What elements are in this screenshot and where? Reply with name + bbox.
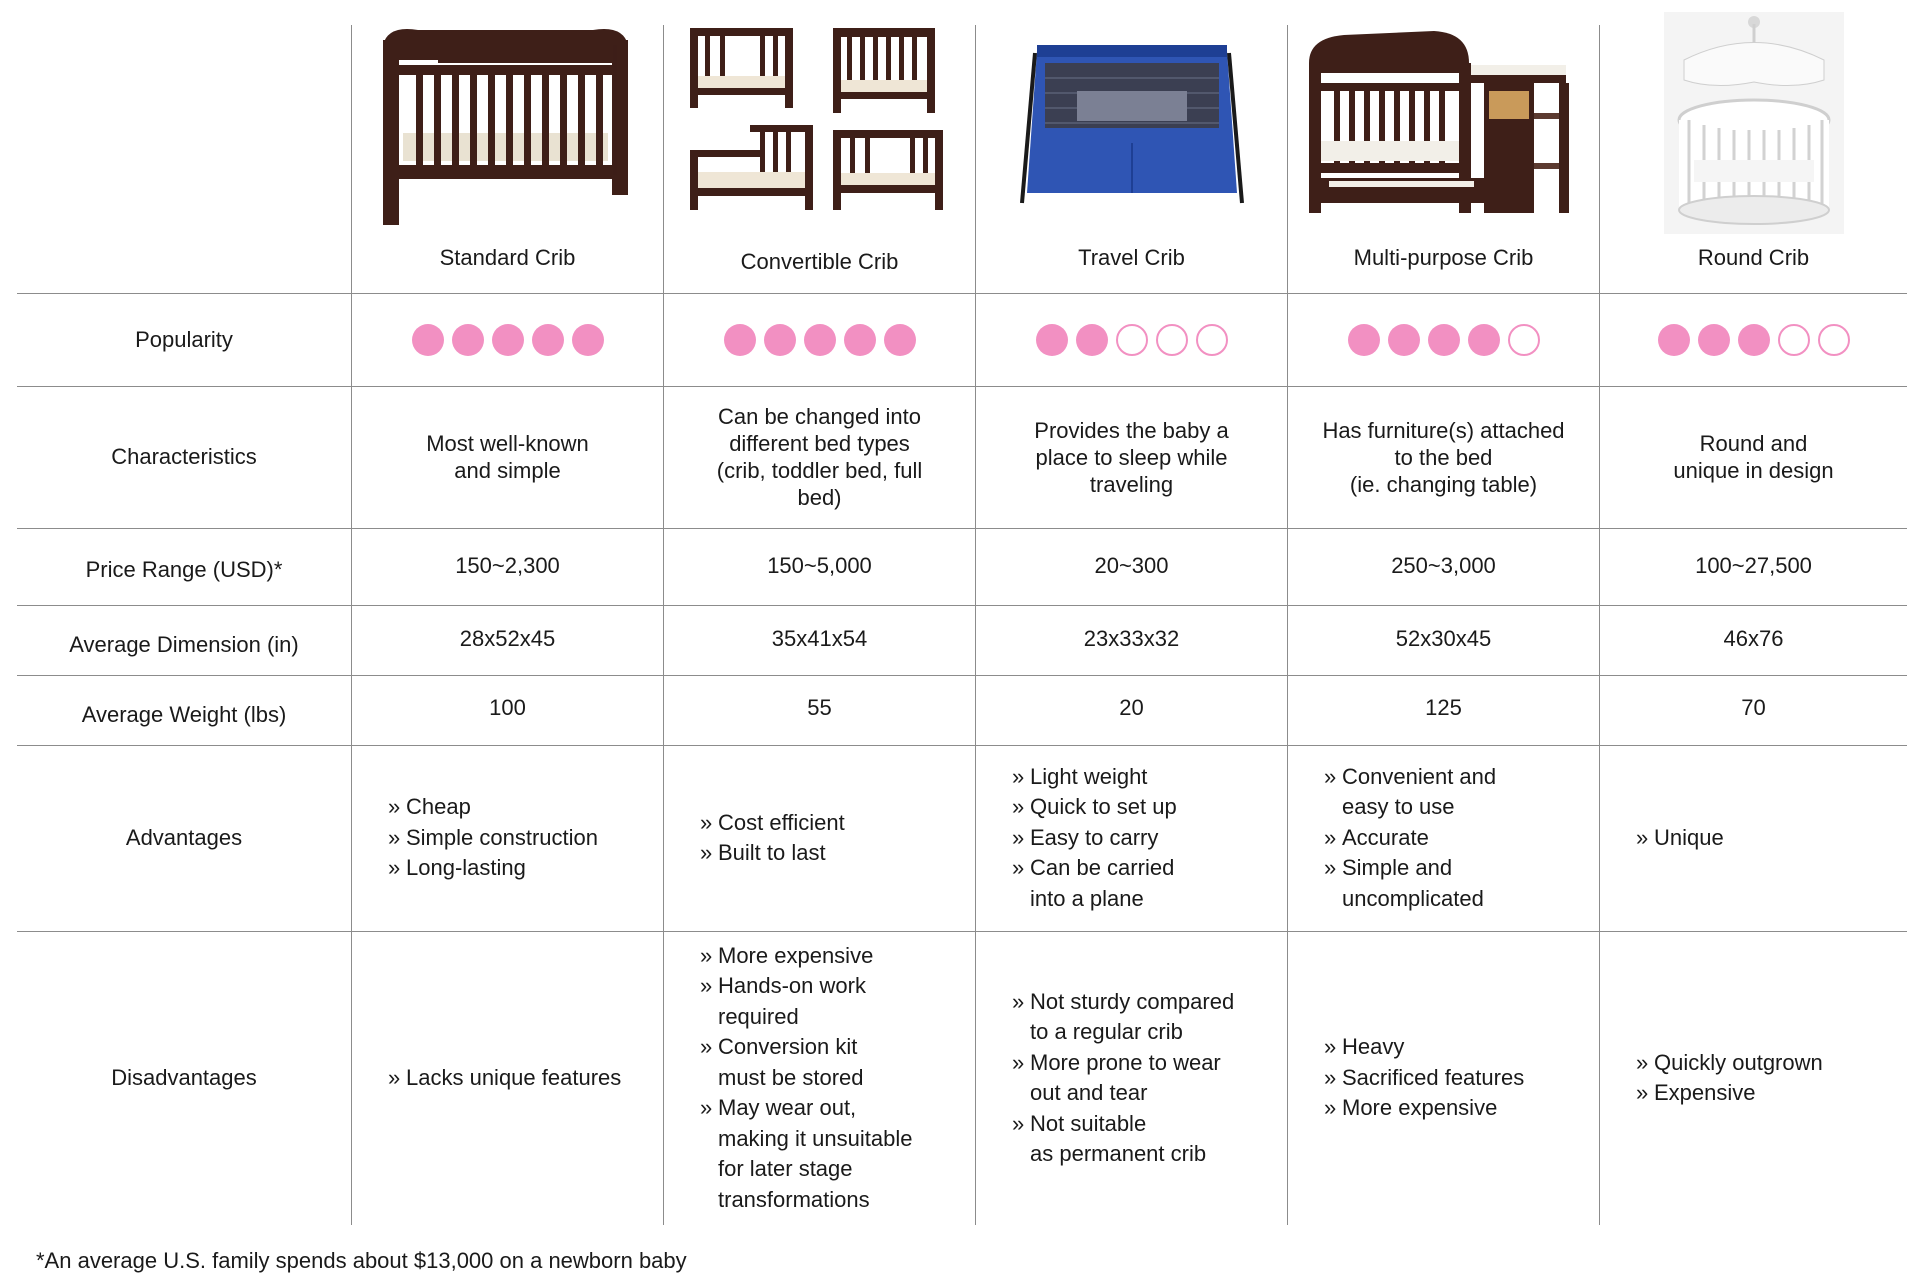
rating-dot-filled [764, 324, 796, 356]
row-label-popularity: Popularity [135, 326, 233, 352]
row-label-price: Price Range (USD)* [85, 557, 283, 582]
disadvantage-item: » May wear out, making it unsuitable for later stage transformations [700, 1093, 912, 1215]
advantage-item: » Cheap [388, 792, 598, 823]
advantages-cell [664, 745, 975, 931]
rating-dot-filled [1738, 324, 1770, 356]
disadvantage-item: » Not suitable as permanent crib [1012, 1109, 1234, 1170]
rating-dot-empty [1156, 324, 1188, 356]
disadvantage-item: » Hands-on work required [700, 971, 912, 1032]
rating-dot-filled [1076, 324, 1108, 356]
advantage-item: » Simple construction [388, 823, 598, 854]
advantage-item: » Light weight [1012, 762, 1177, 793]
divider [17, 528, 1907, 529]
disadvantage-item: » Lacks unique features [388, 1063, 621, 1094]
product-name: Standard Crib [439, 245, 576, 270]
round-crib-photo [1600, 10, 1907, 235]
disadvantage-item: » More expensive [700, 941, 912, 972]
characteristics-text: Has furniture(s) attached to the bed (ie. changing table) [1322, 417, 1565, 497]
advantage-item: » Can be carried into a plane [1012, 853, 1177, 914]
characteristics-text: Can be changed into different bed types (crib, toddler bed, full bed) [716, 404, 923, 510]
rating-dot-empty [1778, 324, 1810, 356]
rating-dot-filled [492, 324, 524, 356]
rating-dot-filled [1658, 324, 1690, 356]
rating-dot-filled [1388, 324, 1420, 356]
popularity-rating [1600, 293, 1907, 386]
row-label-advantages: Advantages [125, 825, 243, 850]
rating-dot-filled [1698, 324, 1730, 356]
product-name: Round Crib [1697, 245, 1810, 270]
advantage-item: » Accurate [1324, 823, 1496, 854]
price-range: 100~27,500 [1695, 552, 1812, 578]
advantage-item: » Simple and uncomplicated [1324, 853, 1496, 914]
disadvantages-cell [1600, 931, 1907, 1225]
rating-dot-filled [1036, 324, 1068, 356]
rating-dot-filled [1348, 324, 1380, 356]
popularity-rating [1288, 293, 1599, 386]
product-name: Multi-purpose Crib [1353, 245, 1534, 270]
rating-dot-empty [1818, 324, 1850, 356]
standard-crib-photo [352, 10, 663, 235]
disadvantage-item: » Not sturdy compared to a regular crib [1012, 987, 1234, 1048]
advantages-cell [1600, 745, 1907, 931]
advantage-item: » Cost efficient [700, 808, 845, 839]
travel-crib-photo [976, 10, 1287, 235]
rating-dot-filled [1468, 324, 1500, 356]
average-weight: 125 [1425, 695, 1462, 720]
price-range: 150~2,300 [455, 552, 560, 578]
disadvantage-item: » Conversion kit must be stored [700, 1032, 912, 1093]
characteristics-text: Round and unique in design [1673, 431, 1834, 483]
price-range: 20~300 [1094, 552, 1169, 578]
rating-dot-filled [452, 324, 484, 356]
disadvantage-item: » More prone to wear out and tear [1012, 1048, 1234, 1109]
disadvantages-cell [1288, 931, 1599, 1225]
rating-dot-filled [572, 324, 604, 356]
advantage-item: » Quick to set up [1012, 792, 1177, 823]
rating-dot-filled [844, 324, 876, 356]
advantage-item: » Built to last [700, 838, 845, 869]
average-weight: 100 [489, 695, 526, 720]
rating-dot-empty [1196, 324, 1228, 356]
rating-dot-filled [412, 324, 444, 356]
rating-dot-empty [1508, 324, 1540, 356]
disadvantage-item: » Quickly outgrown [1636, 1048, 1823, 1079]
average-dimension: 52x30x45 [1395, 626, 1492, 651]
advantages-cell [352, 745, 663, 931]
advantages-cell [1288, 745, 1599, 931]
price-range: 250~3,000 [1391, 552, 1496, 578]
average-dimension: 46x76 [1723, 626, 1784, 651]
product-name: Convertible Crib [740, 249, 899, 274]
disadvantages-cell [976, 931, 1287, 1225]
average-dimension: 28x52x45 [459, 626, 556, 651]
advantage-item: » Unique [1636, 823, 1724, 854]
characteristics-text: Provides the baby a place to sleep while traveling [1034, 417, 1229, 497]
disadvantage-item: » More expensive [1324, 1093, 1524, 1124]
average-dimension: 35x41x54 [771, 626, 868, 651]
average-weight: 20 [1119, 695, 1144, 720]
popularity-rating [976, 293, 1287, 386]
rating-dot-empty [1116, 324, 1148, 356]
disadvantages-cell [664, 931, 975, 1225]
disadvantages-cell [352, 931, 663, 1225]
price-range: 150~5,000 [767, 552, 872, 578]
rating-dot-filled [532, 324, 564, 356]
rating-dot-filled [804, 324, 836, 356]
rating-dot-filled [724, 324, 756, 356]
row-label-characteristics: Characteristics [111, 444, 257, 469]
rating-dot-filled [1428, 324, 1460, 356]
product-name: Travel Crib [1078, 245, 1185, 270]
row-label-weight: Average Weight (lbs) [81, 702, 287, 727]
disadvantage-item: » Sacrificed features [1324, 1063, 1524, 1094]
rating-dot-filled [884, 324, 916, 356]
row-label-disadvantages: Disadvantages [111, 1065, 257, 1090]
advantage-item: » Easy to carry [1012, 823, 1177, 854]
multi-purpose-crib-photo [1288, 10, 1599, 235]
popularity-rating [352, 293, 663, 386]
advantage-item: » Convenient and easy to use [1324, 762, 1496, 823]
advantages-cell [976, 745, 1287, 931]
disadvantage-item: » Expensive [1636, 1078, 1823, 1109]
average-dimension: 23x33x32 [1083, 626, 1180, 651]
average-weight: 55 [807, 695, 832, 720]
row-label-dimension: Average Dimension (in) [69, 632, 299, 657]
characteristics-text: Most well-known and simple [426, 431, 589, 483]
disadvantage-item: » Heavy [1324, 1032, 1524, 1063]
footnote: *An average U.S. family spends about $13,000 on a newborn baby [36, 1248, 687, 1273]
popularity-rating [664, 293, 975, 386]
advantage-item: » Long-lasting [388, 853, 598, 884]
convertible-crib-photo [664, 10, 975, 235]
average-weight: 70 [1741, 695, 1766, 720]
